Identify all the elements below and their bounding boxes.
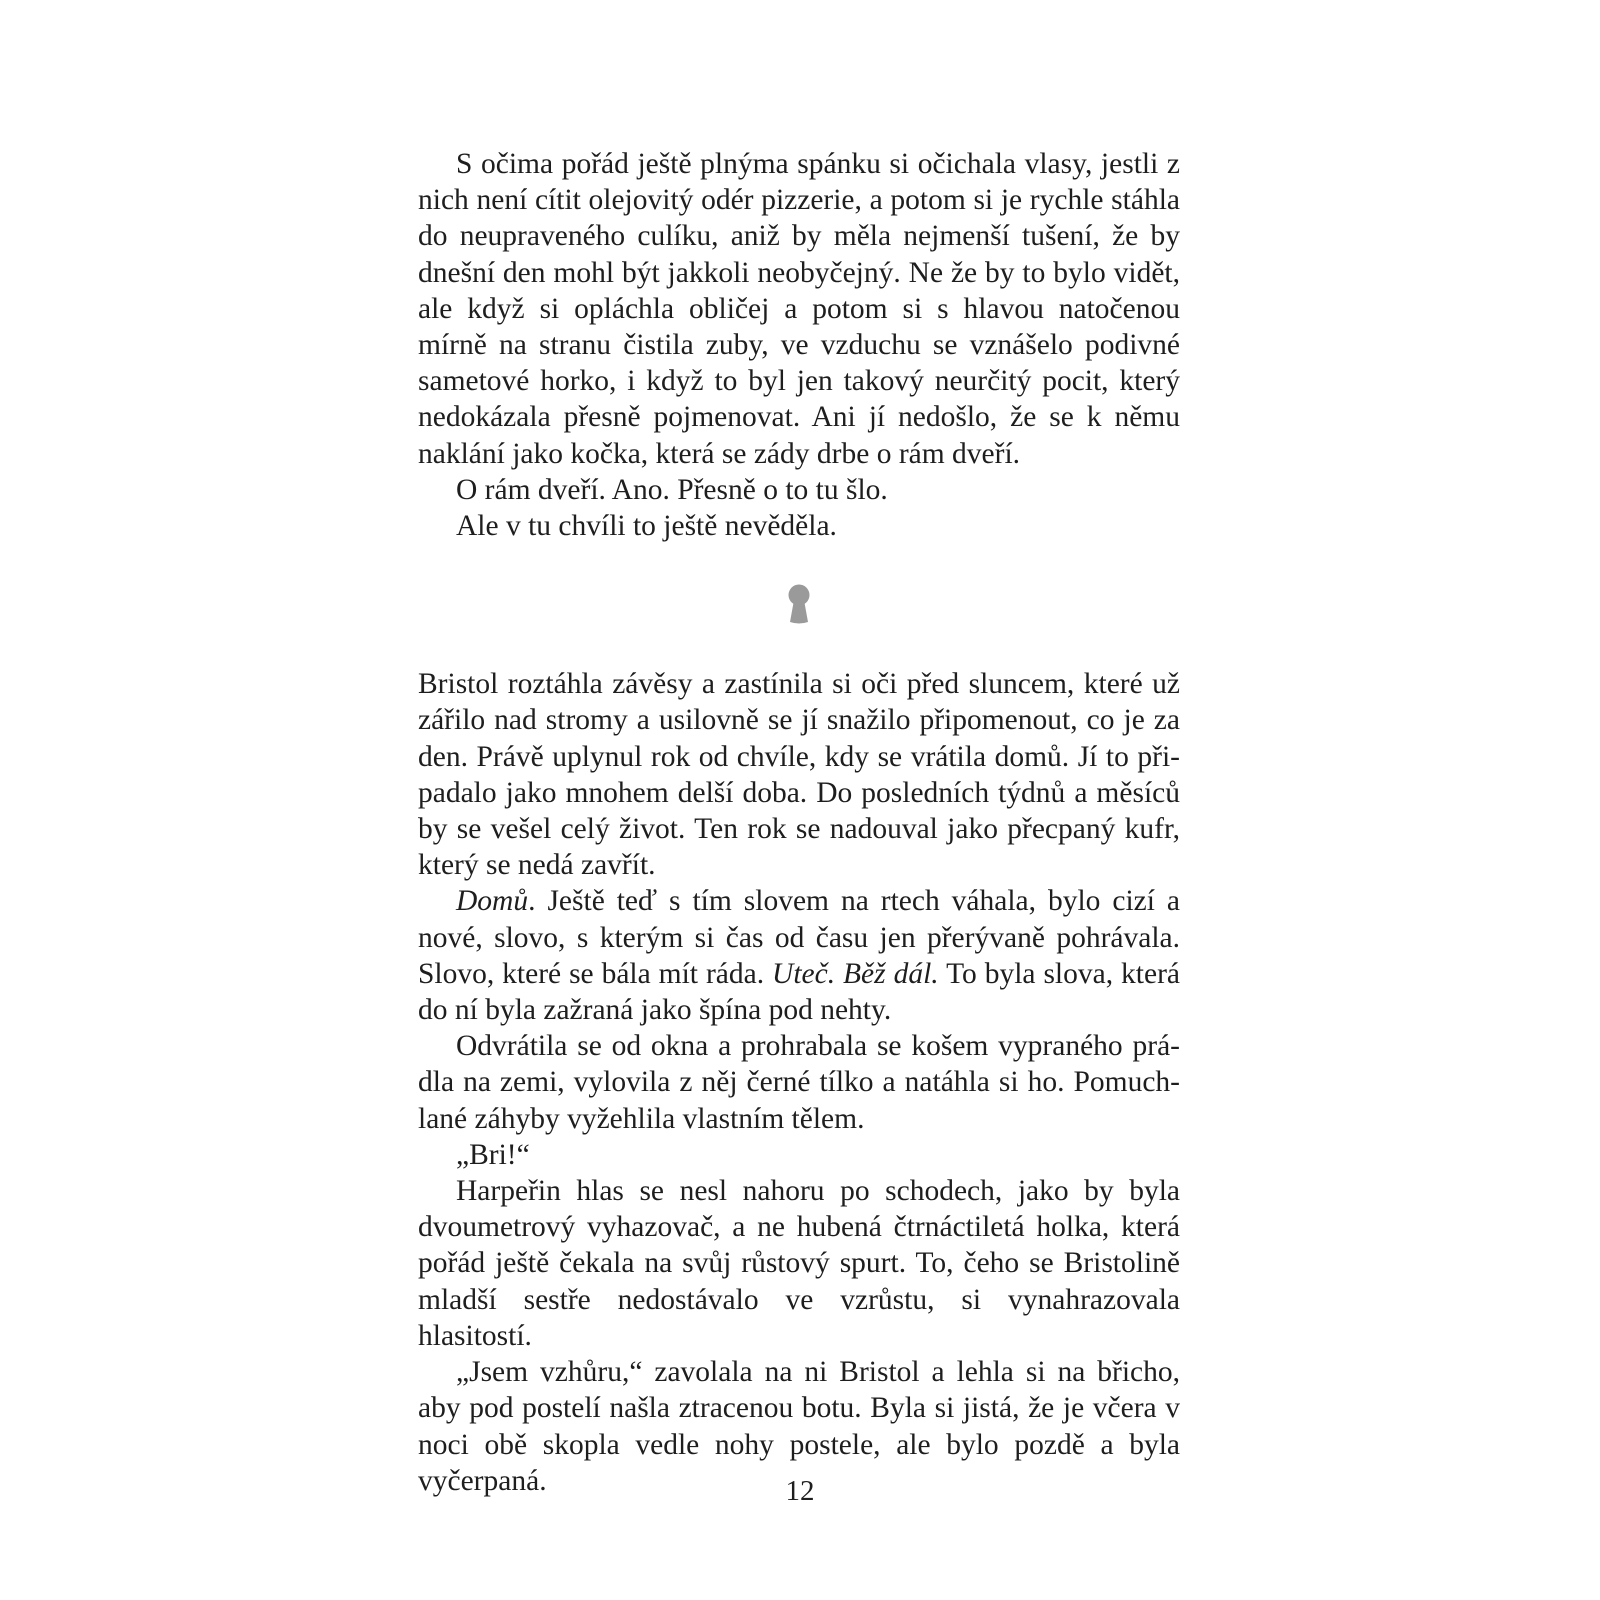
paragraph: Bristol roztáhla závěsy a zastínila si oči před sluncem, které už zářilo nad stromy a usilovně se jí snažilo připomenout, co je za den. Právě uplynul rok od chvíle, kdy se vrátila domů. Jí to připadalo jako mnohem delší doba. Do posledních týdnů a měsíců by se vešel celý život. Ten rok se nadouval jako přecpaný kufr, který se nedá zavřít. xyxy=(418,668,1180,882)
keyhole-icon xyxy=(786,584,812,624)
paragraph: Harpeřin hlas se nesl nahoru po schodech, jako by byla dvoumetrový vyhazovač, a ne hubená čtrnáctiletá holka, která pořád ještě čekala na svůj růstový spurt. To, čeho se Bristolině mladší sestře nedostávalo ve vzrůstu, si vynahrazovala hlasitostí. xyxy=(418,1175,1180,1352)
paragraph: S očima pořád ještě plnýma spánku si očichala vlasy, jestli z nich není cítit olejovitý odér pizzerie, a potom si je rychle stáhla do neupraveného culíku, aniž by měla nejmenší tušení, že by dnešní den mohl být jakkoli neobyčejný. Ne že by to bylo vidět, ale když si opláchla obličej a potom si s hlavou natočenou mírně na stranu čistila zuby, ve vzduchu se vznášelo podivné sametové horko, i když to byl jen takový neurčitý pocit, který nedokázala přesně pojmenovat. Ani jí nedošlo, že se k němu naklání jako kočka, která se zády drbe o rám dveří. xyxy=(418,148,1180,470)
emphasis: Uteč. Běž dál. xyxy=(772,957,939,990)
paragraph: Odvrátila se od okna a prohrabala se košem vypraného prádla na zemi, vylovila z něj černé tílko a natáhla si ho. Pomuchlané záhyby vyžehlila vlastním tělem. xyxy=(418,1030,1180,1135)
emphasis: Domů xyxy=(456,885,529,918)
paragraph-text: To byla slova, která do ní byla zažraná jako špína pod nehty. xyxy=(418,957,1180,1027)
paragraph: O rám dveří. Ano. Přesně o to tu šlo. xyxy=(456,473,888,506)
paragraph-text: . Ještě teď s tím slovem na rtech váhala, bylo cizí a nové, slovo, s kterým si čas od času jen přerývaně pohrávala. Slovo, které se bála mít ráda. xyxy=(418,885,1180,990)
paragraph xyxy=(418,883,1180,1028)
page-number: 12 xyxy=(785,1475,815,1507)
paragraph: „Jsem vzhůru,“ zavolala na ni Bristol a lehla si na břicho, aby pod postelí našla ztracenou botu. Byla si jistá, že je včera v noci obě skopla vedle nohy postele, ale bylo pozdě a byla vyčerpaná. xyxy=(418,1356,1180,1497)
dialogue-line: „Bri!“ xyxy=(456,1138,530,1171)
page-body xyxy=(418,146,1180,1499)
paragraph: Ale v tu chvíli to ještě nevěděla. xyxy=(456,510,837,543)
